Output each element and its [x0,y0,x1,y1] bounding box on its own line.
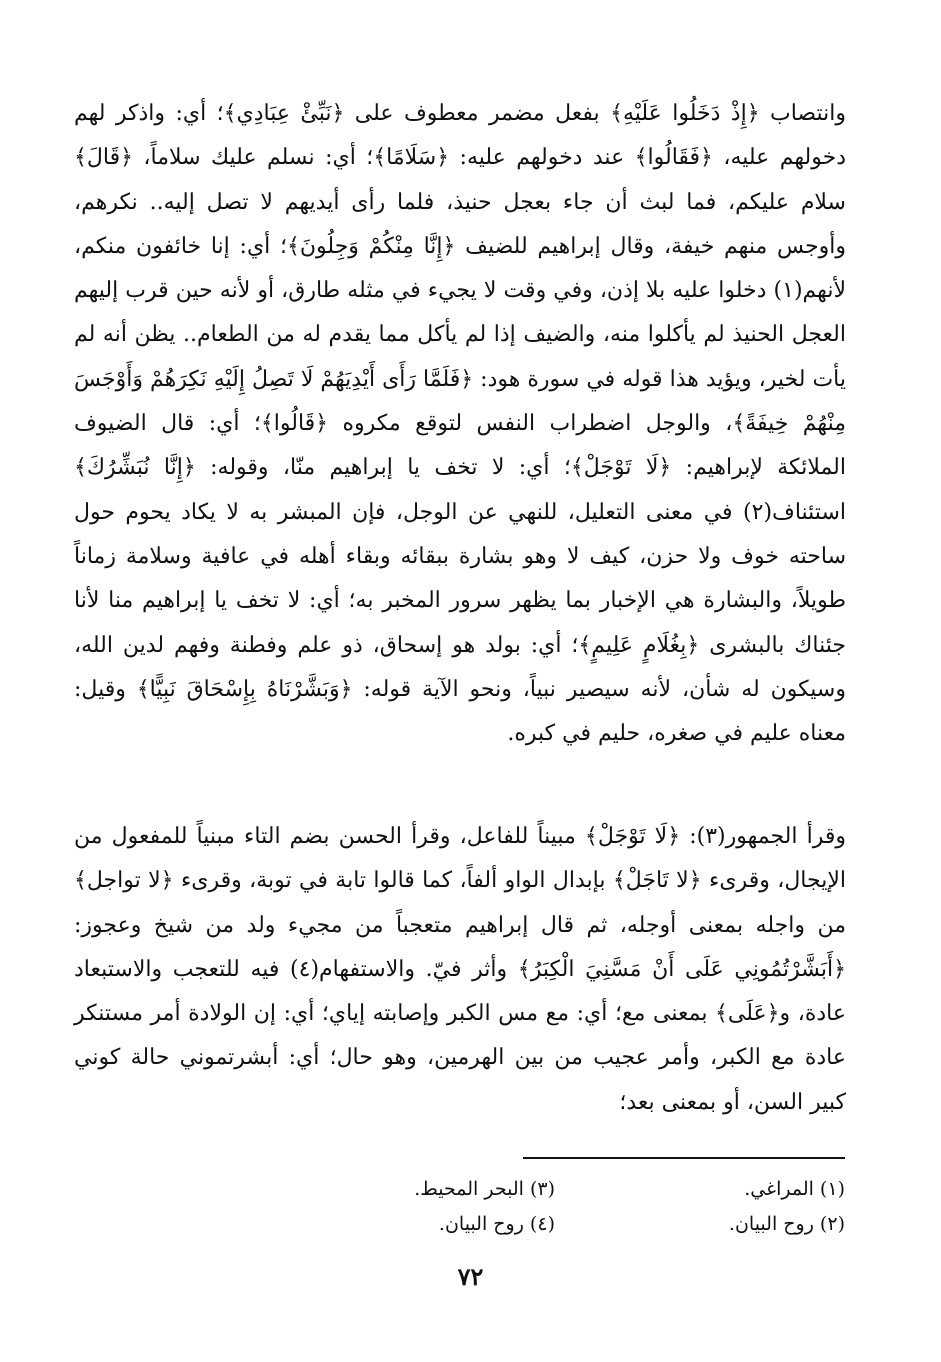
footnote-column [295,1172,555,1242]
footnote-separator [523,1157,845,1159]
footnote-column [585,1172,845,1242]
footnote: (٢) روح البيان. [728,1213,845,1235]
footnote: (٤) روح البيان. [438,1213,555,1235]
page-number: ٧٢ [457,1262,484,1291]
main-text [74,92,846,756]
paragraph: وقرأ الجمهور(٣): ﴿لَا تَوْجَلْ﴾ مبيناً للفاعل، وقرأ الحسن بضم التاء مبنياً للمفعول من الإيجال، وقرىء ﴿لا تَاجَلْ﴾ بإبدال الواو ألفاً، كما قالوا تابة في توبة، وقرىء ﴿لا تواجل﴾ من واجله بمعنى أوجله، ثم قال إبراهيم متعجباً من مجيء ولد من شيخ وعجوز: ﴿أَبَشَّرْتُمُونِي عَلَى أَنْ مَسَّنِيَ الْكِبَرُ﴾ وأثر فيّ. والاستفهام(٤) فيه للتعجب والاستبعاد عادة، و﴿عَلَى﴾ بمعنى مع؛ أي: مع مس الكبر وإصابته إياي؛ أي: إن الولادة أمر مستنكر عادة مع الكبر، وأمر عجيب من بين الهرمين، وهو حال؛ أي: أبشرتموني حالة كوني كبير السن، أو بمعنى بعد؛ [74,824,846,1115]
footnote: (١) المراغي. [744,1178,845,1200]
footnote: (٣) البحر المحيط. [414,1178,555,1200]
paragraph: وانتصاب ﴿إِذْ دَخَلُوا عَلَيْهِ﴾ بفعل مضمر معطوف على ﴿نَبِّئْ عِبَادِي﴾؛ أي: واذكر لهم دخولهم عليه، ﴿فَقَالُوا﴾ عند دخولهم عليه: ﴿سَلَامًا﴾؛ أي: نسلم عليك سلاماً، ﴿قَالَ﴾ سلام عليكم، فما لبث أن جاء بعجل حنيذ، فلما رأى أيديهم لا تصل إليه.. نكرهم، وأوجس منهم خيفة، وقال إبراهيم للضيف ﴿إِنَّا مِنْكُمْ وَجِلُونَ﴾؛ أي: إنا خائفون منكم، لأنهم(١) دخلوا عليه بلا إذن، وفي وقت لا يجيء في مثله طارق، أو لأنه حين قرب إليهم العجل الحنيذ لم يأكلوا منه، والضيف إذا لم يأكل مما يقدم له من الطعام.. يظن أنه لم يأت لخير، ويؤيد هذا قوله في سورة هود: ﴿فَلَمَّا رَأَى أَيْدِيَهُمْ لَا تَصِلُ إِلَيْهِ نَكِرَهُمْ وَأَوْجَسَ مِنْهُمْ خِيفَةً﴾، والوجل اضطراب النفس لتوقع مكروه ﴿قَالُوا﴾؛ أي: قال الضيوف الملائكة لإبراهيم: ﴿لَا تَوْجَلْ﴾؛ أي: لا تخف يا إبراهيم منّا، وقوله: ﴿إِنَّا نُبَشِّرُكَ﴾ استئناف(٢) في معنى التعليل، للنهي عن الوجل، فإن المبشر به لا يكاد يحوم حول ساحته خوف ولا حزن، كيف لا وهو بشارة ببقائه وبقاء أهله في عافية وسلامة زماناً طويلاً، والبشارة هي الإخبار بما يظهر سرور المخبر به؛ أي: لا تخف يا إبراهيم منا لأنا جئناك بالبشرى ﴿بِغُلَامٍ عَلِيمٍ﴾؛ أي: بولد هو إسحاق، ذو علم وفطنة وفهم لدين الله، وسيكون له شأن، لأنه سيصير نبياً، ونحو الآية قوله: ﴿وَبَشَّرْنَاهُ بِإِسْحَاقَ نَبِيًّا﴾ وقيل: معناه عليم في صغره، حليم في كبره. [74,101,846,747]
